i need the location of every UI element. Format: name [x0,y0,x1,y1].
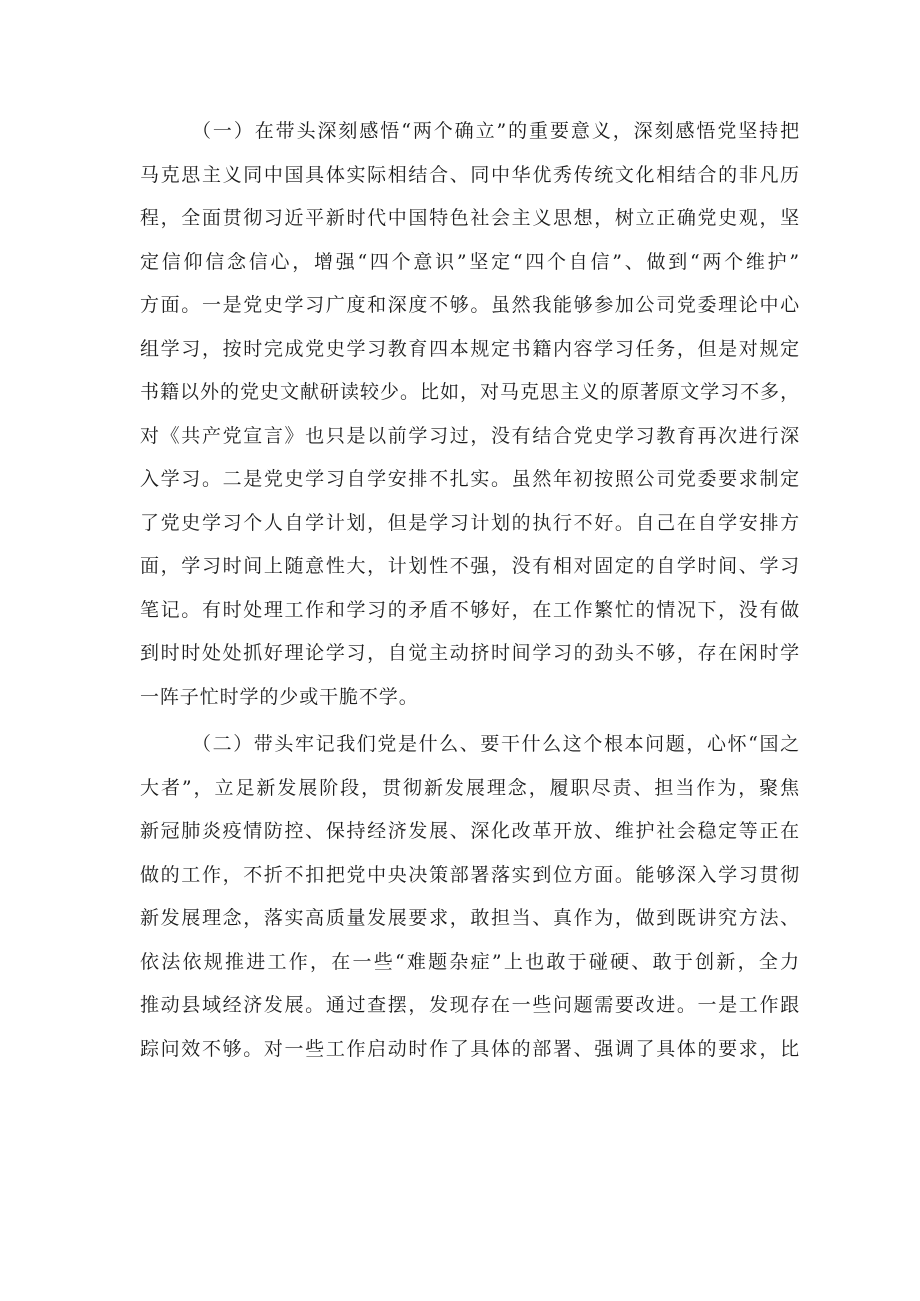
text-line: （一）在带头深刻感悟“两个确立”的重要意义，深刻感悟党坚持把 [192,120,800,142]
text-line: 马克思主义同中国具体实际相结合、同中华优秀传统文化相结合的非凡历 [140,163,800,186]
text-line: 一阵子忙时学的少或干脆不学。 [140,685,419,708]
text-line: 入学习。二是党史学习自学安排不扎实。虽然年初按照公司党委要求制定 [140,468,800,490]
text-line: 了党史学习个人自学计划，但是学习计划的执行不好。自己在自学安排方 [140,511,800,534]
text-line: 到时时处处抓好理论学习，自觉主动挤时间学习的劲头不够，存在闲时学 [140,642,800,664]
text-line: 对《共产党宣言》也只是以前学习过，没有结合党史学习教育再次进行深 [140,424,800,447]
text-line: 笔记。有时处理工作和学习的矛盾不够好，在工作繁忙的情况下，没有做 [140,598,800,621]
paragraph-1 [140,110,800,719]
text-line: 面，学习时间上随意性大，计划性不强，没有相对固定的自学时间、学习 [140,555,800,577]
text-line: 书籍以外的党史文献研读较少。比如，对马克思主义的原著原文学习不多， [140,381,800,403]
text-line: 方面。一是党史学习广度和深度不够。虽然我能够参加公司党委理论中心 [140,294,800,316]
text-line: 推动县域经济发展。通过查摆，发现存在一些问题需要改进。一是工作跟 [140,994,800,1016]
text-line: 依法依规推进工作，在一些“难题杂症”上也敢于碰硬、敢于创新，全力 [140,950,800,973]
text-line: 做的工作，不折不扣把党中央决策部署落实到位方面。能够深入学习贯彻 [140,863,800,886]
text-line: 新发展理念，落实高质量发展要求，敢担当、真作为，做到既讲究方法、 [140,907,800,929]
text-line: 定信仰信念信心，增强“四个意识”坚定“四个自信”、做到“两个维护” [140,250,800,273]
text-line: 大者”，立足新发展阶段，贯彻新发展理念，履职尽责、担当作为，聚焦 [140,776,800,799]
text-line: （二）带头牢记我们党是什么、要干什么这个根本问题，心怀“国之 [192,733,800,755]
text-line: 组学习，按时完成党史学习教育四本规定书籍内容学习任务，但是对规定 [140,337,800,360]
text-line: 踪问效不够。对一些工作启动时作了具体的部署、强调了具体的要求，比 [140,1037,800,1060]
paragraph-2 [140,723,800,1071]
text-line: 新冠肺炎疫情防控、保持经济发展、深化改革开放、维护社会稳定等正在 [140,820,800,842]
document-body [140,110,800,1071]
text-line: 程，全面贯彻习近平新时代中国特色社会主义思想，树立正确党史观，坚 [140,207,800,229]
